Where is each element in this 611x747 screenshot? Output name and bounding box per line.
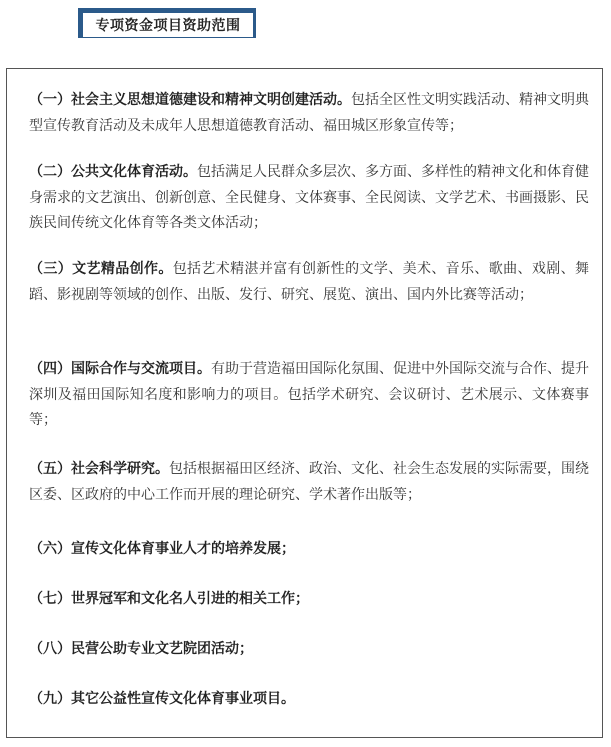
scope-item-4-heading: （四）国际合作与交流项目。 (29, 361, 211, 377)
scope-item-9 (29, 687, 589, 713)
scope-item-3 (29, 257, 589, 308)
scope-item-3-heading: （三）文艺精品创作。 (29, 261, 173, 277)
scope-item-4-text: 有助于营造福田国际化氛围、促进中外国际交流与合作、提升深圳及福田国际知名度和影响力的项目。包括学术研究、会议研讨、艺术展示、文体赛事等； (29, 361, 589, 428)
scope-item-2 (29, 160, 589, 237)
scope-item-6-heading: （六）宣传文化体育事业人才的培养发展； (29, 541, 295, 557)
scope-item-5 (29, 457, 589, 508)
scope-item-2-text: 包括满足人民群众多层次、多方面、多样性的精神文化和体育健身需求的文艺演出、创新创意、全民健身、文体赛事、全民阅读、文学艺术、书画摄影、民族民间传统文化体育等各类文体活动； (29, 164, 589, 231)
scope-item-3-text: 包括艺术精湛并富有创新性的文学、美术、音乐、歌曲、戏剧、舞蹈、影视剧等领域的创作、出版、发行、研究、展览、演出、国内外比赛等活动； (29, 261, 590, 303)
section-title: 专项资金项目资助范围 (82, 12, 254, 38)
funding-scope-panel (6, 68, 603, 738)
scope-item-9-heading: （九）其它公益性宣传文化体育事业项目。 (29, 691, 295, 707)
scope-item-4 (29, 357, 589, 434)
scope-item-1-text: 包括全区性文明实践活动、精神文明典型宣传教育活动及未成年人思想道德教育活动、福田城区形象宣传等； (29, 92, 589, 134)
scope-item-6 (29, 537, 589, 563)
scope-item-7 (29, 587, 589, 613)
scope-item-2-heading: （二）公共文化体育活动。 (29, 164, 197, 180)
scope-item-5-text: 包括根据福田区经济、政治、文化、社会生态发展的实际需要，围绕区委、区政府的中心工作而开展的理论研究、学术著作出版等； (29, 461, 589, 503)
scope-item-8 (29, 637, 589, 663)
scope-item-8-heading: （八）民营公助专业文艺院团活动； (29, 641, 253, 657)
scope-item-1-heading: （一）社会主义思想道德建设和精神文明创建活动。 (29, 92, 351, 108)
scope-item-5-heading: （五）社会科学研究。 (29, 461, 169, 477)
scope-item-7-heading: （七）世界冠军和文化名人引进的相关工作； (29, 591, 309, 607)
scope-item-1 (29, 88, 589, 139)
section-title-tab (78, 8, 260, 42)
